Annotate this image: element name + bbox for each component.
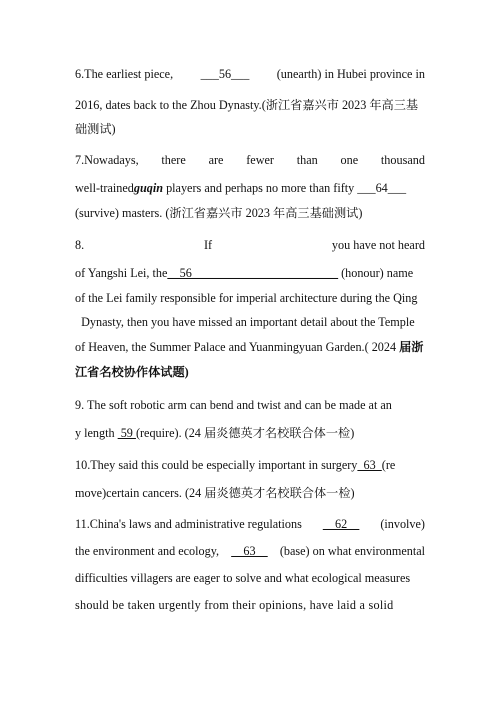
q11-text-a: 11.China's laws and administrative regulations [75,517,302,531]
q10-text-b: (re [381,458,396,472]
q8-text-c: of Heaven, the Summer Palace and Yuanmingyuan Garden.( 2024 [75,340,400,354]
q10-line-2: move)certain cancers. (24 届炎德英才名校联合体一检) [75,486,355,500]
q11-line-2 [75,543,425,559]
q9-text-a: y length [75,426,118,440]
q8-line-1 [75,237,425,253]
q11-line-3: difficulties villagers are eager to solve and what ecological measures [75,571,411,585]
q7-text-b: players and perhaps no more than fifty [163,181,358,195]
q8-line-6: 江省名校协作体试题) [75,365,189,379]
q8-text-b: (honour) name [338,266,414,280]
q8-bold-text: 届浙 [399,340,424,354]
q8-word: If [203,238,213,252]
q7-word: one [340,153,359,167]
q11-line-4: should be taken urgently from their opinions, have laid a solid [75,598,394,612]
q7-text-a: well-trained [75,181,134,195]
q10-line-1 [75,457,425,473]
q6-text-a: 6.The earliest piece, [75,67,174,81]
q8-line-3: of the Lei family responsible for imperial architecture during the Qing [75,291,418,305]
q9-blank-59: 59 [117,426,136,440]
q11-text-b: (involve) [380,517,425,531]
q9-text-b: (require). (24 届炎德英才名校联合体一检) [135,426,355,440]
q9-line-1: 9. The soft robotic arm can bend and twist and can be made at an [75,398,392,412]
q8-line-5 [75,339,425,355]
q7-word: there [161,153,186,167]
q11-text-c: the environment and ecology, [75,544,220,558]
q7-line-1 [75,152,425,168]
q7-guqin: guqin [133,181,164,195]
q7-word: thousand [380,153,425,167]
q8-word: you have not heard [331,238,425,252]
q6-line-3: 础测试) [75,122,116,136]
q7-word: are [208,153,224,167]
q10-blank-63: 63 [357,458,382,472]
q8-line-4: Dynasty, then you have missed an important detail about the Temple [75,315,415,329]
q11-blank-62: 62 [322,517,360,531]
q7-line-3: (survive) masters. (浙江省嘉兴市 2023 年高三基础测试) [75,206,363,220]
q8-word: 8. [75,238,85,252]
q6-text-b: (unearth) in Hubei province in [276,67,425,81]
q6-line-2: 2016, dates back to the Zhou Dynasty.(浙江省嘉兴市 2023 年高三基 [75,98,419,112]
q6-blank-56: ___56___ [200,67,250,81]
q8-text-a: of Yangshi Lei, the [75,266,168,280]
q8-line-2 [75,265,425,281]
q8-blank-56: __56________________________ [167,266,339,280]
q11-line-1 [75,516,425,532]
q7-blank-64: ___64___ [357,181,407,195]
q7-word: than [296,153,318,167]
q7-word: fewer [246,153,274,167]
q11-blank-63: 63 [231,544,268,558]
q6-line-1 [75,66,425,82]
q11-text-d: (base) on what environmental [279,544,425,558]
q10-text-a: 10.They said this could be especially important in surgery [75,458,358,472]
q7-line-2 [75,180,425,196]
q9-line-2 [75,425,425,441]
q7-word: 7.Nowadays, [75,153,139,167]
